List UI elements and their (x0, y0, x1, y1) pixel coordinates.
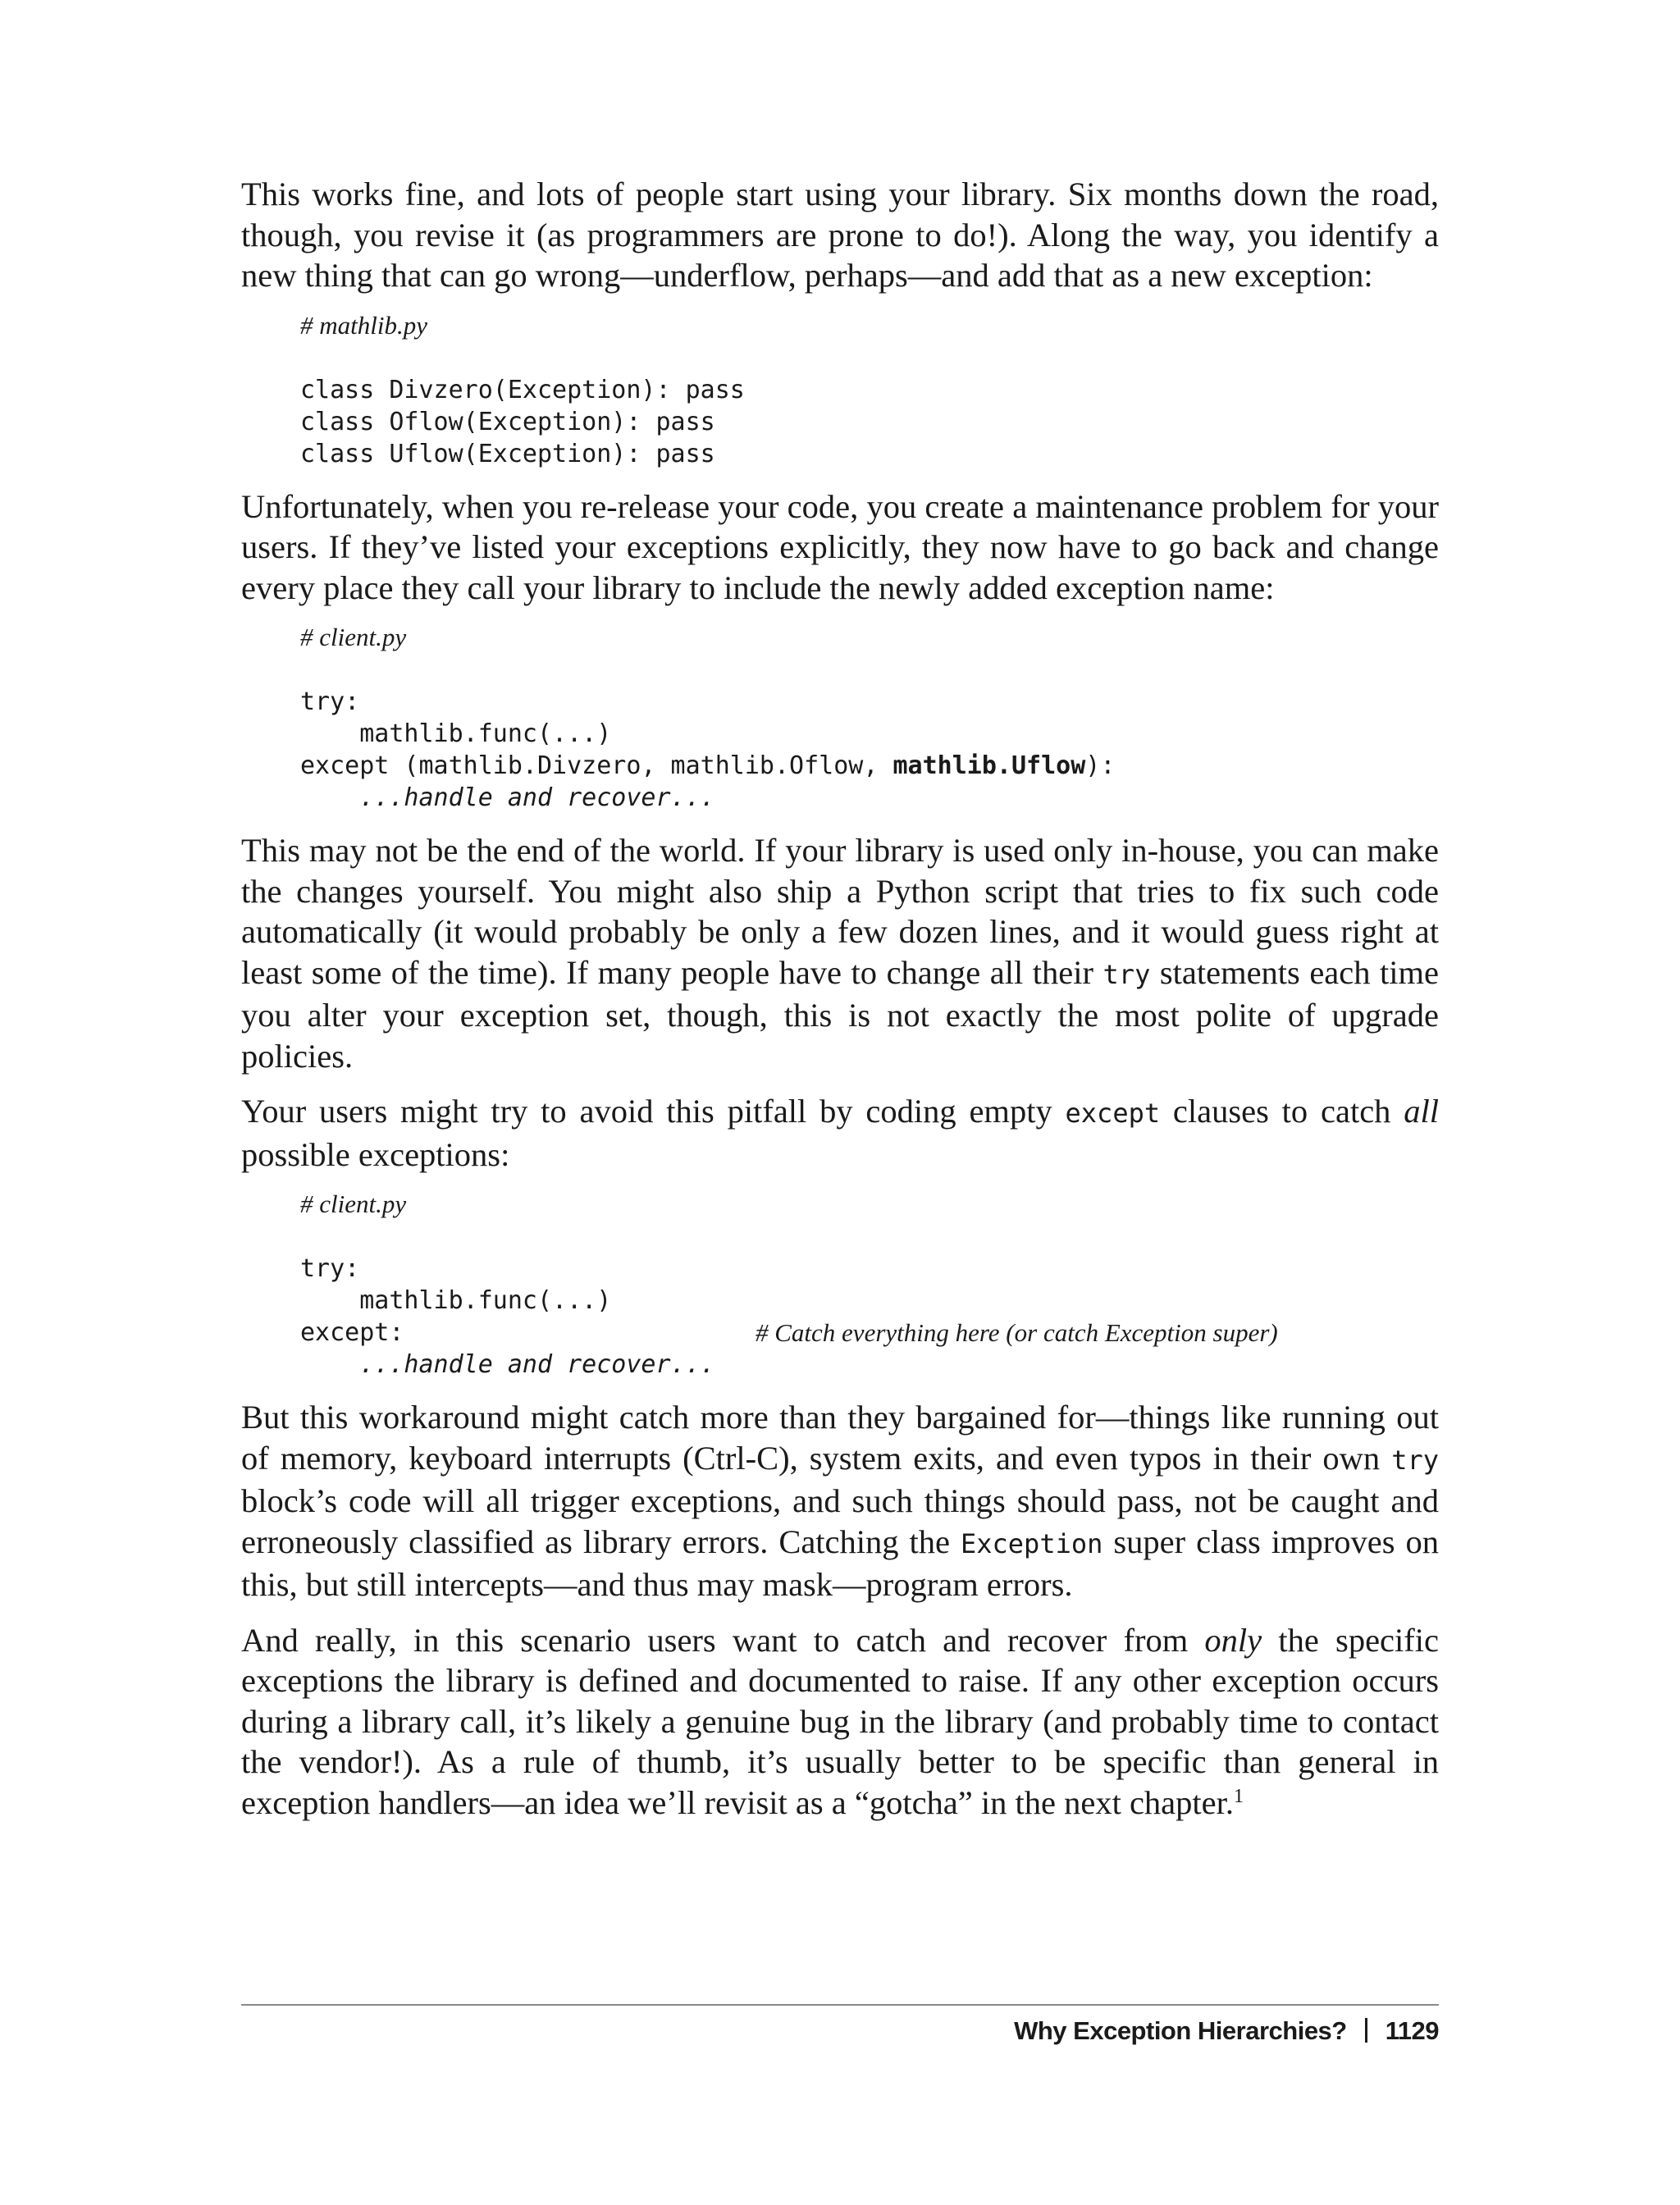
code-comment: # client.py (300, 623, 407, 651)
code-line: class Divzero(Exception): pass (300, 375, 745, 404)
code-line: except: # Catch everything here (or catch Exception super) (300, 1318, 1278, 1347)
code-line: mathlib.func(...) (300, 719, 612, 748)
paragraph-4: Your users might try to avoid this pitfall by coding empty except clauses to catch all possible exceptions: (241, 1093, 1440, 1173)
code-line: except (mathlib.Divzero, mathlib.Oflow, mathlib.Uflow): (300, 751, 1116, 780)
footnote-marker[interactable]: 1 (1234, 1785, 1244, 1807)
page-body (241, 174, 1439, 1823)
code-line: try: (300, 687, 360, 716)
code-block-client-bare-except (241, 1188, 1439, 1381)
paragraph-6: And really, in this scenario users want to catch and recover from only the specific exceptions the library is defined and documented to raise. If any other exception occurs during a library call, it’s likely a genuine bug in the library (and probably time to contact the vendor!). As a rule of thumb, it’s usually better to be specific than general in exception handlers—an idea we’ll revisit as a “gotcha” in the next chapter.$^1$ (241, 1621, 1439, 1821)
inline-code: try (1391, 1444, 1439, 1476)
paragraph-1: This works fine, and lots of people start using your library. Six months down the road, though, you revise it (as programmers are prone to do!). Along the way, you identify a new thing that can go wrong—underflow, perhaps—and add that as a new exception: (241, 176, 1439, 294)
code-line: class Uflow(Exception): pass (300, 439, 715, 468)
paragraph-3: This may not be the end of the world. If your library is used only in-house, you can make the changes yourself. You might also ship a Python script that tries to fix such code automatically (it would probably be only a few dozen lines, and it would guess right at least some of the time). If many people have to change all their try statements each time you alter your exception set, though, this is not exactly the most polite of upgrade policies. (241, 832, 1440, 1075)
code-block-client-explicit (241, 621, 1439, 814)
code-line: class Oflow(Exception): pass (300, 407, 715, 436)
inline-code: Exception (960, 1527, 1103, 1559)
code-comment: # Catch everything here (or catch Exception super) (756, 1318, 1278, 1347)
footer-separator (1365, 2018, 1367, 2043)
section-title: Why Exception Hierarchies? (1014, 2016, 1347, 2045)
code-comment: # client.py (300, 1189, 407, 1218)
paragraph-2: Unfortunately, when you re-release your code, you create a maintenance problem for your users. If they’ve listed your exceptions explicitly, they now have to go back and change every place they call your library to include the newly added exception name: (241, 487, 1439, 606)
code-comment: # mathlib.py (300, 310, 427, 340)
code-block-mathlib (241, 309, 1439, 470)
code-bold-uflow: mathlib.Uflow (892, 751, 1086, 780)
paragraph-5: But this workaround might catch more than they bargained for—things like running out of memory, keyboard interrupts (Ctrl-C), system exits, and even typos in their own try block’s code will all trigger exceptions, and such things should pass, not be caught and erroneously classified as library errors. Catching the Exception super class improves on this, but still intercepts—and thus may mask—program errors. (241, 1399, 1439, 1603)
code-line: ...handle and recover... (300, 783, 715, 812)
code-line: try: (300, 1254, 360, 1283)
page-number: 1129 (1385, 2016, 1439, 2045)
footer-rule (241, 2004, 1439, 2006)
code-line: mathlib.func(...) (300, 1286, 612, 1315)
code-line: ...handle and recover... (300, 1350, 715, 1379)
inline-code: except (1065, 1098, 1161, 1129)
running-footer (1014, 2016, 1439, 2046)
inline-code: try (1102, 958, 1151, 990)
